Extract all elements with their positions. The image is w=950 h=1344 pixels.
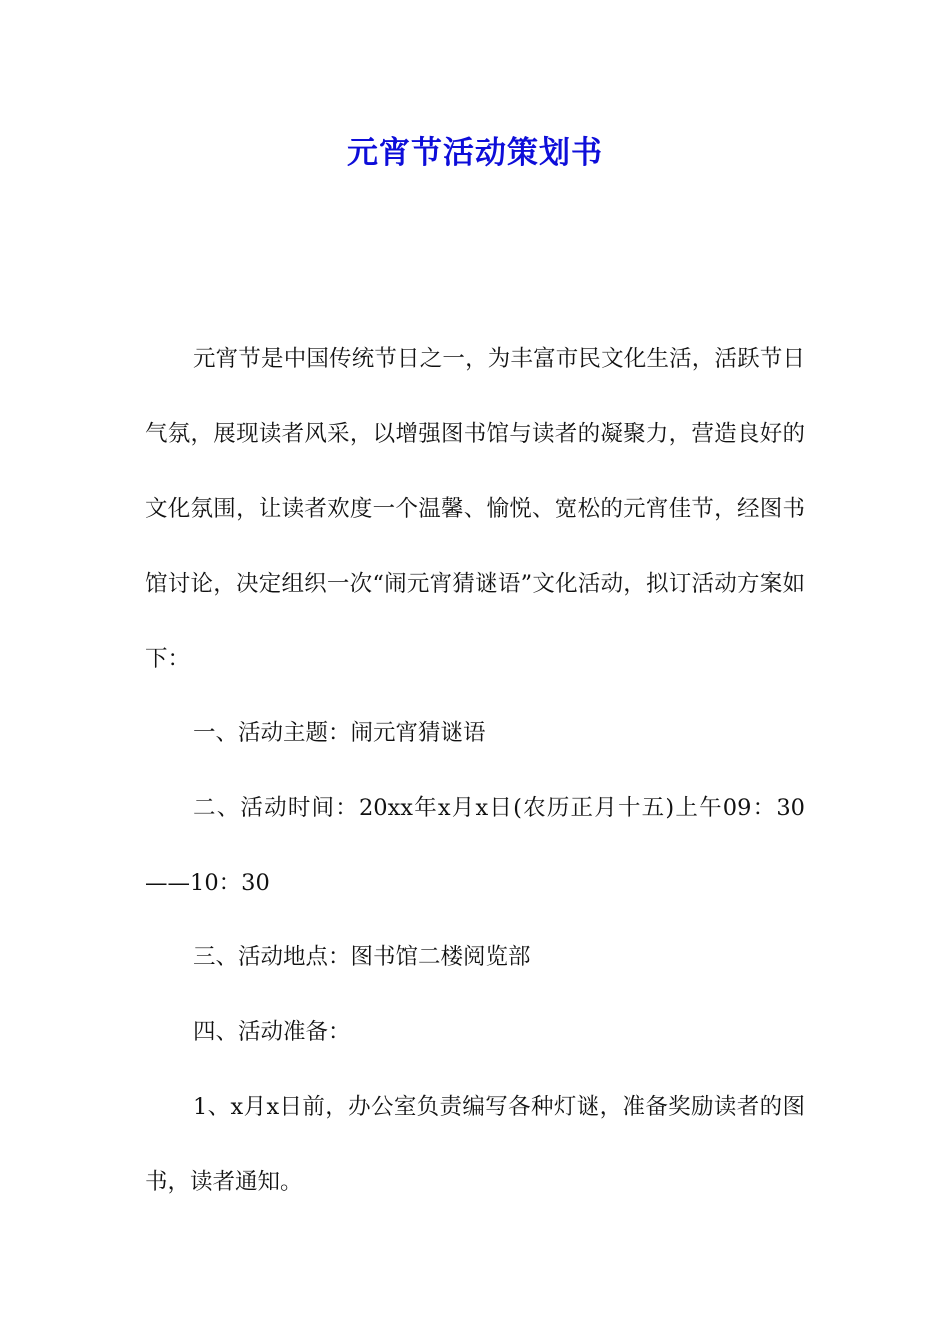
preparation-item-1: 1、x月x日前，办公室负责编写各种灯谜，准备奖励读者的图书，读者通知。 [145, 1094, 805, 1195]
section-theme: 一、活动主题：闹元宵猜谜语 [193, 720, 486, 746]
section-location: 三、活动地点：图书馆二楼阅览部 [193, 944, 531, 970]
section-time: 二、活动时间：20xx年x月x日(农历正月十五)上午09：30——10：30 [145, 795, 805, 896]
document-title: 元宵节活动策划书 [347, 135, 603, 171]
section-preparation: 四、活动准备： [193, 1019, 351, 1045]
intro-paragraph: 元宵节是中国传统节日之一，为丰富市民文化生活，活跃节日气氛，展现读者风采，以增强图书馆与读者的凝聚力，营造良好的文化氛围，让读者欢度一个温馨、愉悦、宽松的元宵佳节，经图书馆讨论，决定组织一次“闹元宵猜谜语”文化活动，拟订活动方案如下： [145, 346, 805, 672]
